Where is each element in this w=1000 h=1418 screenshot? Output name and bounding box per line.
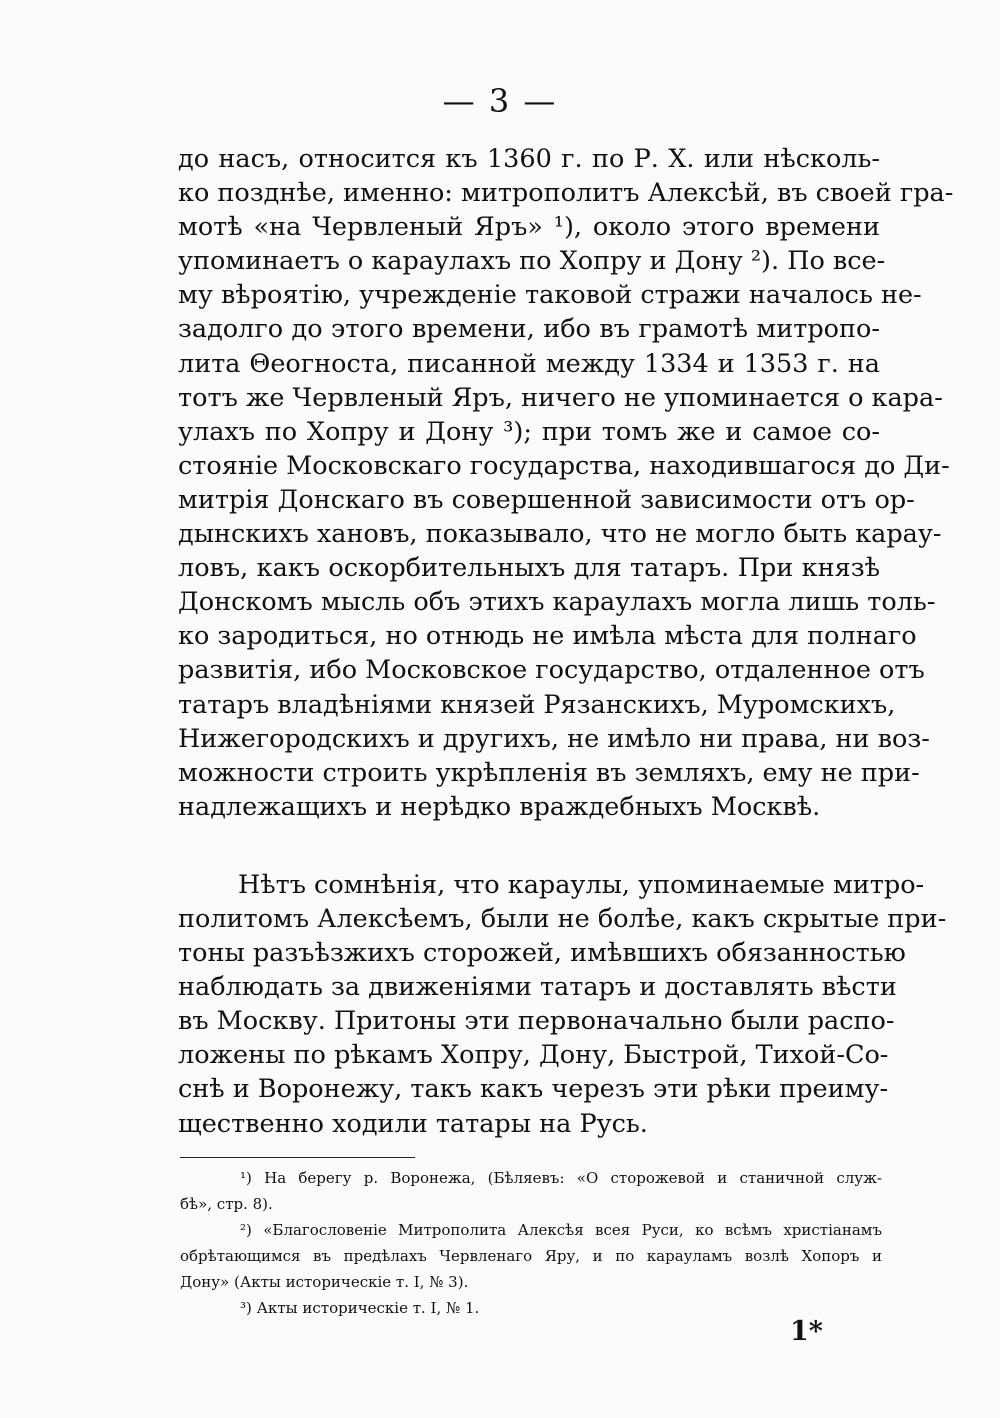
text-line: наблюдать за движеніями татаръ и доставлять вѣсти (178, 972, 897, 1003)
text-line: надлежащихъ и нерѣдко враждебныхъ Москвѣ. (178, 791, 821, 822)
text-line: упоминаетъ о караулахъ по Хопру и Дону ²). По все- (178, 246, 886, 277)
text-line: Нижегородскихъ и другихъ, не имѣло ни права, ни воз- (178, 723, 930, 754)
footnote-line: ¹) На берегу р. Воронежа, (Бѣляевъ: «О сторожевой и станичной служ- (240, 1169, 882, 1187)
text-line: Нѣтъ сомнѣнія, что караулы, упоминаемые митро- (238, 869, 925, 900)
text-line: ложены по рѣкамъ Хопру, Дону, Быстрой, Тихой-Со- (178, 1040, 889, 1071)
text-line: лита Θеогноста, писанной между 1334 и 1353 г. на (178, 348, 880, 379)
text-line: улахъ по Хопру и Дону ³); при томъ же и самое со- (178, 416, 880, 447)
text-line: Донскомъ мысль объ этихъ караулахъ могла лишь толь- (178, 587, 936, 618)
footnote-divider (180, 1157, 415, 1158)
text-line: митрія Донскаго въ совершенной зависимости отъ ор- (178, 484, 915, 515)
text-line: щественно ходили татары на Русь. (178, 1108, 648, 1139)
text-line: тоны разъѣзжихъ сторожей, имѣвшихъ обязанностью (178, 938, 906, 969)
text-line: тотъ же Червленый Яръ, ничего не упоминается о кара- (178, 382, 943, 413)
text-line: можности строить укрѣпленія въ земляхъ, ему не при- (178, 757, 920, 788)
text-line: ко позднѣе, именно: митрополитъ Алексѣй, въ своей гра- (178, 178, 954, 209)
text-line: политомъ Алексѣемъ, были не болѣе, какъ скрытые при- (178, 903, 947, 934)
text-line: снѣ и Воронежу, такъ какъ черезъ эти рѣки преиму- (178, 1074, 889, 1105)
footnote-line: Дону» (Акты историческіе т. I, № 3). (180, 1273, 469, 1291)
text-line: стояніе Московскаго государства, находившагося до Ди- (178, 450, 950, 481)
text-line: до насъ, относится къ 1360 г. по Р. Х. или нѣсколь- (178, 144, 880, 174)
paragraph-gap (178, 824, 880, 868)
footnote-line: обрѣтающимся въ предѣлахъ Червленаго Яру, и по карауламъ возлѣ Хопоръ и (180, 1247, 882, 1265)
footnote-line: ³) Акты историческіе т. I, № 1. (240, 1299, 480, 1317)
page-number: — 3 — (442, 82, 558, 120)
text-line: ловъ, какъ оскорбительныхъ для татаръ. При князѣ (178, 553, 880, 584)
text-line: ко зародиться, но отнюдь не имѣла мѣста для полнаго (178, 621, 917, 652)
footnote-line: ²) «Благословеніе Митрополита Алексѣя всея Руси, ко всѣмъ христіанамъ (240, 1221, 882, 1239)
text-line: въ Москву. Притоны эти первоначально были распо- (178, 1006, 895, 1037)
footnotes (180, 1165, 882, 1321)
main-text (178, 142, 954, 1141)
text-line: му вѣроятію, учрежденіе таковой стражи началось не- (178, 280, 922, 311)
footnote-line: бѣ», стр. 8). (180, 1195, 273, 1213)
text-line: задолго до этого времени, ибо въ грамотѣ митропо- (178, 314, 880, 345)
text-line: мотѣ «на Червленый Яръ» ¹), около этого времени (178, 212, 880, 243)
text-line: развитія, ибо Московское государство, отдаленное отъ (178, 655, 925, 686)
signature-mark: 1* (790, 1316, 823, 1347)
text-line: татаръ владѣніями князей Рязанскихъ, Муромскихъ, (178, 689, 896, 720)
text-line: дынскихъ хановъ, показывало, что не могло быть карау- (178, 519, 942, 550)
